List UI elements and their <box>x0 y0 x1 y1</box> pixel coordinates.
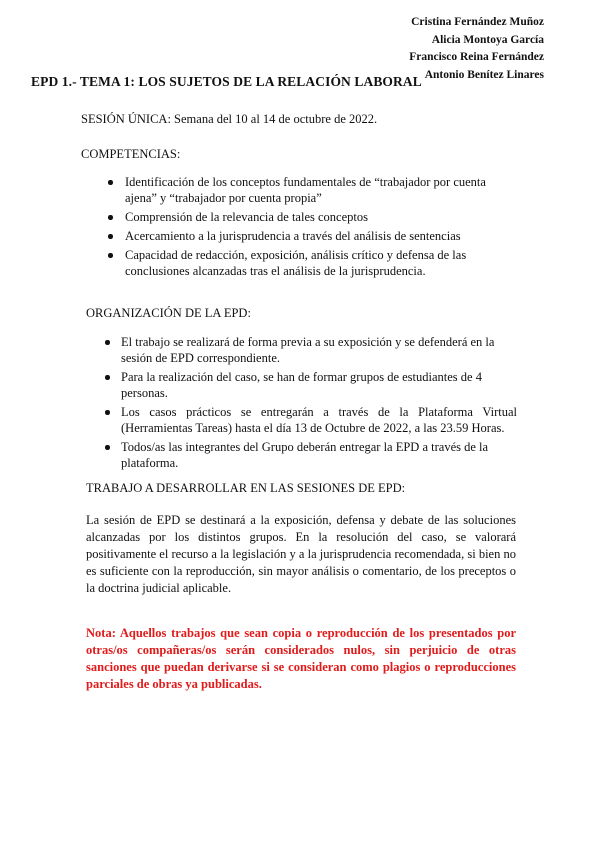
document-title: EPD 1.- TEMA 1: LOS SUJETOS DE LA RELACIÓN LABORAL <box>31 74 422 89</box>
session-info: SESIÓN ÚNICA: Semana del 10 al 14 de octubre de 2022. <box>81 112 378 126</box>
list-item: Identificación de los conceptos fundamentales de “trabajador por cuenta ajena” y “trabajador por cuenta propia” <box>125 174 515 206</box>
list-item: Para la realización del caso, se han de formar grupos de estudiantes de 4 personas. <box>121 369 517 401</box>
organizacion-heading: ORGANIZACIÓN DE LA EPD: <box>86 306 251 320</box>
organizacion-list <box>121 334 517 474</box>
author-name: Alicia Montoya García <box>431 33 544 46</box>
list-item: Los casos prácticos se entregarán a través de la Plataforma Virtual (Herramientas Tareas) hasta el día 13 de Octubre de 2022, a las 23.59 Horas. <box>121 405 517 435</box>
competencias-heading: COMPETENCIAS: <box>81 147 181 161</box>
competencias-list <box>125 174 515 282</box>
list-item: Acercamiento a la jurisprudencia a través del análisis de sentencias <box>125 228 515 244</box>
list-item: Todos/as las integrantes del Grupo deberán entregar la EPD a través de la plataforma. <box>121 439 517 471</box>
author-name: Francisco Reina Fernández <box>409 51 544 63</box>
plagiarism-note: Nota: Aquellos trabajos que sean copia o reproducción de los presentados por otras/os compañeras/os serán considerados nulos, sin perjuicio de otras sanciones que puedan derivarse si se consideran como plagios o reproducciones parciales de obras ya publicadas. <box>86 626 516 691</box>
trabajo-description: La sesión de EPD se destinará a la exposición, defensa y debate de las soluciones alcanzadas por los distintos grupos. En la resolución del caso, se valorará positivamente el recurso a la legislación y a la jurisprudencia recomendada, si bien no es suficiente con la reproducción, sin mayor análisis o comentario, de los preceptos o la doctrina judicial aplicable. <box>86 513 516 595</box>
author-name: Cristina Fernández Muñoz <box>411 16 544 28</box>
list-item: Comprensión de la relevancia de tales conceptos <box>125 209 515 225</box>
list-item: Capacidad de redacción, exposición, análisis crítico y defensa de las conclusiones alcanzadas tras el análisis de la jurisprudencia. <box>125 247 515 279</box>
list-item: El trabajo se realizará de forma previa a su exposición y se defenderá en la sesión de EPD correspondiente. <box>121 334 517 366</box>
author-name: Antonio Benítez Linares <box>424 68 544 81</box>
author-list <box>409 14 544 84</box>
trabajo-heading: TRABAJO A DESARROLLAR EN LAS SESIONES DE EPD: <box>86 481 406 495</box>
